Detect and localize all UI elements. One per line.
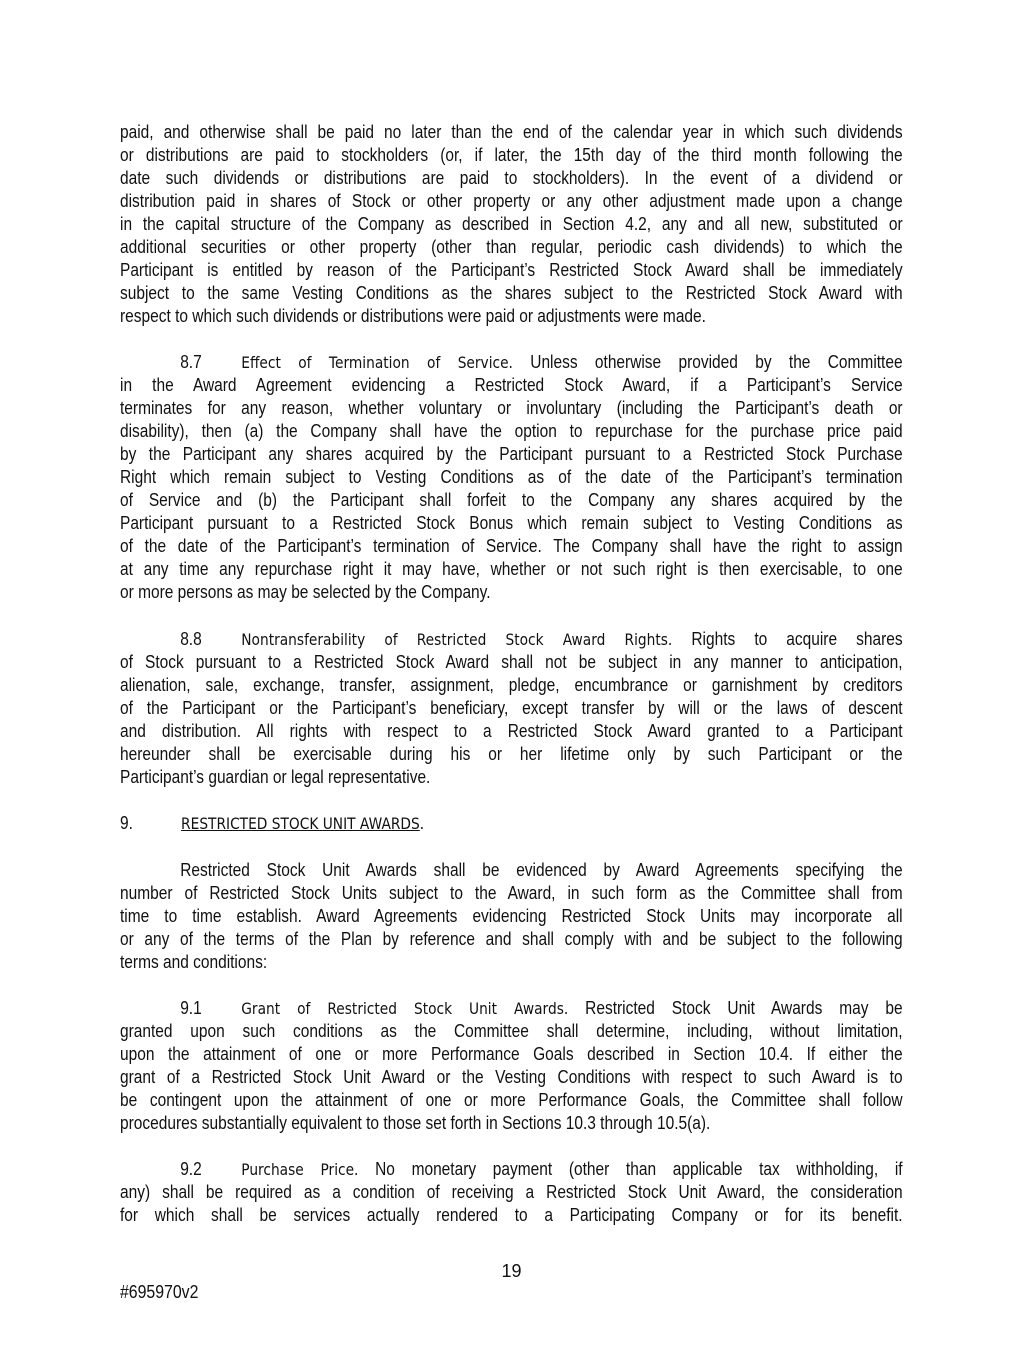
subsection-heading: Nontransferability of Restricted Stock Award Rights.	[241, 630, 673, 649]
text-line: of the date of the Participant’s termination of Service. The Company shall have the right to assign	[120, 536, 903, 556]
text-line: or distributions are paid to stockholders (or, if later, the 15th day of the third month following the	[120, 145, 903, 165]
paragraph	[120, 859, 903, 974]
text-line	[120, 628, 903, 651]
text-line: at any time any repurchase right it may have, whether or not such right is then exercisable, to one	[120, 559, 903, 579]
text-line	[120, 1158, 903, 1181]
text-line: or any of the terms of the Plan by reference and shall comply with and be subject to the following	[120, 929, 903, 949]
text-line: procedures substantially equivalent to those set forth in Sections 10.3 through 10.5(a).	[120, 1113, 711, 1133]
line-text: Rights to acquire shares	[691, 629, 903, 649]
text-line: subject to the same Vesting Conditions as the shares subject to the Restricted Stock Award with	[120, 283, 903, 303]
text-line: terms and conditions:	[120, 952, 268, 972]
subsection-heading: Grant of Restricted Stock Unit Awards.	[241, 999, 569, 1018]
text-line: be contingent upon the attainment of one or more Performance Goals, the Committee shall follow	[120, 1090, 903, 1110]
line-text: Restricted Stock Unit Awards shall be evidenced by Award Agreements specifying the	[180, 860, 903, 880]
text-line: respect to which such dividends or distributions were paid or adjustments were made.	[120, 306, 706, 326]
page-number: 19	[501, 1261, 522, 1281]
section-heading	[120, 813, 424, 834]
text-line: terminates for any reason, whether voluntary or involuntary (including the Participant’s death or	[120, 398, 903, 418]
section-number: 9.	[120, 813, 133, 833]
section-title: RESTRICTED STOCK UNIT AWARDS	[181, 814, 420, 833]
text-line: grant of a Restricted Stock Unit Award or the Vesting Conditions with respect to such Award is to	[120, 1067, 903, 1087]
text-line: and distribution. All rights with respect to a Restricted Stock Award granted to a Participant	[120, 721, 903, 741]
text-line: or more persons as may be selected by the Company.	[120, 582, 491, 602]
subsection-heading: Effect of Termination of Service.	[241, 353, 513, 372]
subsection-number: 8.8	[180, 629, 202, 649]
text-line: of Service and (b) the Participant shall forfeit to the Company any shares acquired by the	[120, 490, 903, 510]
subsection-number: 9.2	[180, 1159, 202, 1179]
text-line: granted upon such conditions as the Committee shall determine, including, without limitation,	[120, 1021, 903, 1041]
text-line: of Stock pursuant to a Restricted Stock Award shall not be subject in any manner to anticipation,	[120, 652, 903, 672]
text-line: number of Restricted Stock Units subject to the Award, in such form as the Committee shall from	[120, 883, 903, 903]
text-line	[120, 997, 903, 1020]
text-line: distribution paid in shares of Stock or other property or any other adjustment made upon a change	[120, 191, 903, 211]
line-text: Restricted Stock Unit Awards may be	[585, 998, 903, 1018]
text-line	[120, 351, 903, 374]
text-line: Participant is entitled by reason of the Participant’s Restricted Stock Award shall be immediately	[120, 260, 903, 280]
subsection-number: 9.1	[180, 998, 202, 1018]
text-line: hereunder shall be exercisable during his or her lifetime only by such Participant or the	[120, 744, 903, 764]
subsection-heading: Purchase Price.	[241, 1160, 359, 1179]
text-line: for which shall be services actually rendered to a Participating Company or for its benefit.	[120, 1205, 903, 1225]
text-line: upon the attainment of one or more Performance Goals described in Section 10.4. If either the	[120, 1044, 903, 1064]
document-id: #695970v2	[120, 1282, 199, 1302]
subsection-number: 8.7	[180, 352, 202, 372]
section-title-period: .	[419, 813, 425, 833]
text-line: in the capital structure of the Company as described in Section 4.2, any and all new, substituted or	[120, 214, 903, 234]
text-line: Right which remain subject to Vesting Conditions as of the date of the Participant’s termination	[120, 467, 903, 487]
text-line: disability), then (a) the Company shall have the option to repurchase for the purchase price paid	[120, 421, 903, 441]
text-line: Participant’s guardian or legal representative.	[120, 767, 431, 787]
line-text: Unless otherwise provided by the Committee	[530, 352, 903, 372]
paragraph-9-2	[120, 1158, 903, 1227]
paragraph	[120, 121, 903, 328]
text-line: in the Award Agreement evidencing a Restricted Stock Award, if a Participant’s Service	[120, 375, 903, 395]
text-line: of the Participant or the Participant’s beneficiary, except transfer by will or the laws of descent	[120, 698, 903, 718]
text-line: paid, and otherwise shall be paid no later than the end of the calendar year in which such dividends	[120, 122, 903, 142]
text-line: Participant pursuant to a Restricted Stock Bonus which remain subject to Vesting Conditions as	[120, 513, 903, 533]
text-line: alienation, sale, exchange, transfer, assignment, pledge, encumbrance or garnishment by creditors	[120, 675, 903, 695]
text-line	[120, 859, 903, 882]
paragraph-8-7	[120, 351, 903, 604]
text-line: by the Participant any shares acquired by the Participant pursuant to a Restricted Stock Purchase	[120, 444, 903, 464]
paragraph-8-8	[120, 628, 903, 789]
text-line: any) shall be required as a condition of receiving a Restricted Stock Unit Award, the consideration	[120, 1182, 903, 1202]
line-text: No monetary payment (other than applicable tax withholding, if	[375, 1159, 903, 1179]
text-line: time to time establish. Award Agreements evidencing Restricted Stock Units may incorporate all	[120, 906, 903, 926]
paragraph-9-1	[120, 997, 903, 1135]
text-line: date such dividends or distributions are paid to stockholders). In the event of a dividend or	[120, 168, 903, 188]
text-line: additional securities or other property (other than regular, periodic cash dividends) to which the	[120, 237, 903, 257]
